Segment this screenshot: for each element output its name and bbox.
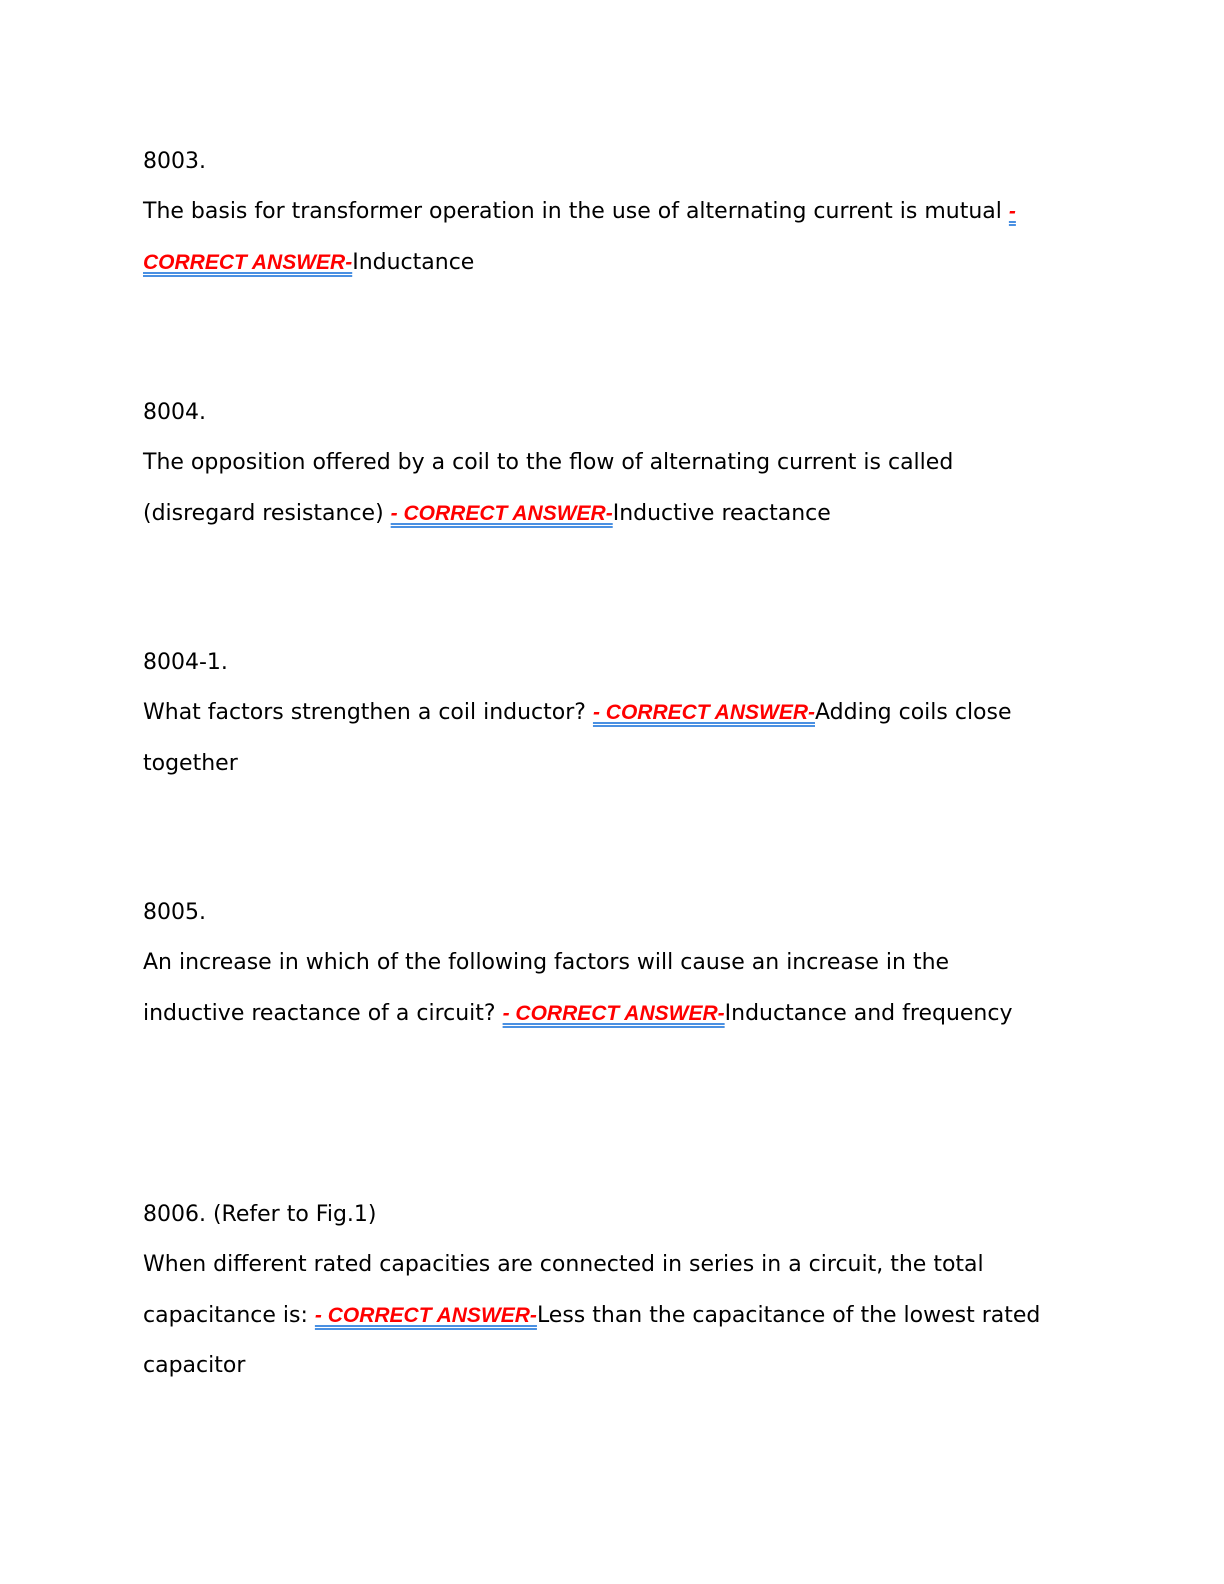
correct-answer-marker: - CORRECT ANSWER- [143,200,1016,274]
question-text: What factors strengthen a coil inductor? [143,700,593,725]
answer-text: Inductive reactance [612,500,831,526]
answer-text: Inductance [352,249,475,275]
question-text: The opposition offered by a coil to the flow of alternating current is called (disregard resistance) [143,450,954,526]
question-text: When different rated capacities are connected in series in a circuit, the total capacitance is: [143,1252,984,1328]
question-text: An increase in which of the following factors will cause an increase in the inductive reactance of a circuit? [143,950,950,1026]
answer-text: Less than the capacitance of the lowest rated capacitor [143,1302,1041,1378]
correct-answer-marker: - CORRECT ANSWER- [592,701,815,724]
correct-answer-marker: - CORRECT ANSWER- [502,1001,725,1025]
question-body [143,938,1043,1039]
question-number: 8004. [143,400,206,425]
question-text: The basis for transformer operation in the use of alternating current is mutual [143,199,1009,224]
question-body [143,187,1043,288]
question-number: 8006. (Refer to Fig.1) [143,1202,377,1227]
question-body [143,438,1043,539]
correct-answer-marker: - CORRECT ANSWER- [390,501,613,525]
correct-answer-marker: - CORRECT ANSWER- [314,1303,537,1327]
question-number: 8005. [143,900,206,925]
question-number: 8004-1. [143,650,228,675]
answer-text: Adding coils close together [143,700,1012,776]
answer-text: Inductance and frequency [724,1000,1013,1026]
question-body [143,688,1043,789]
question-number: 8003. [143,149,206,174]
question-body [143,1240,1043,1392]
